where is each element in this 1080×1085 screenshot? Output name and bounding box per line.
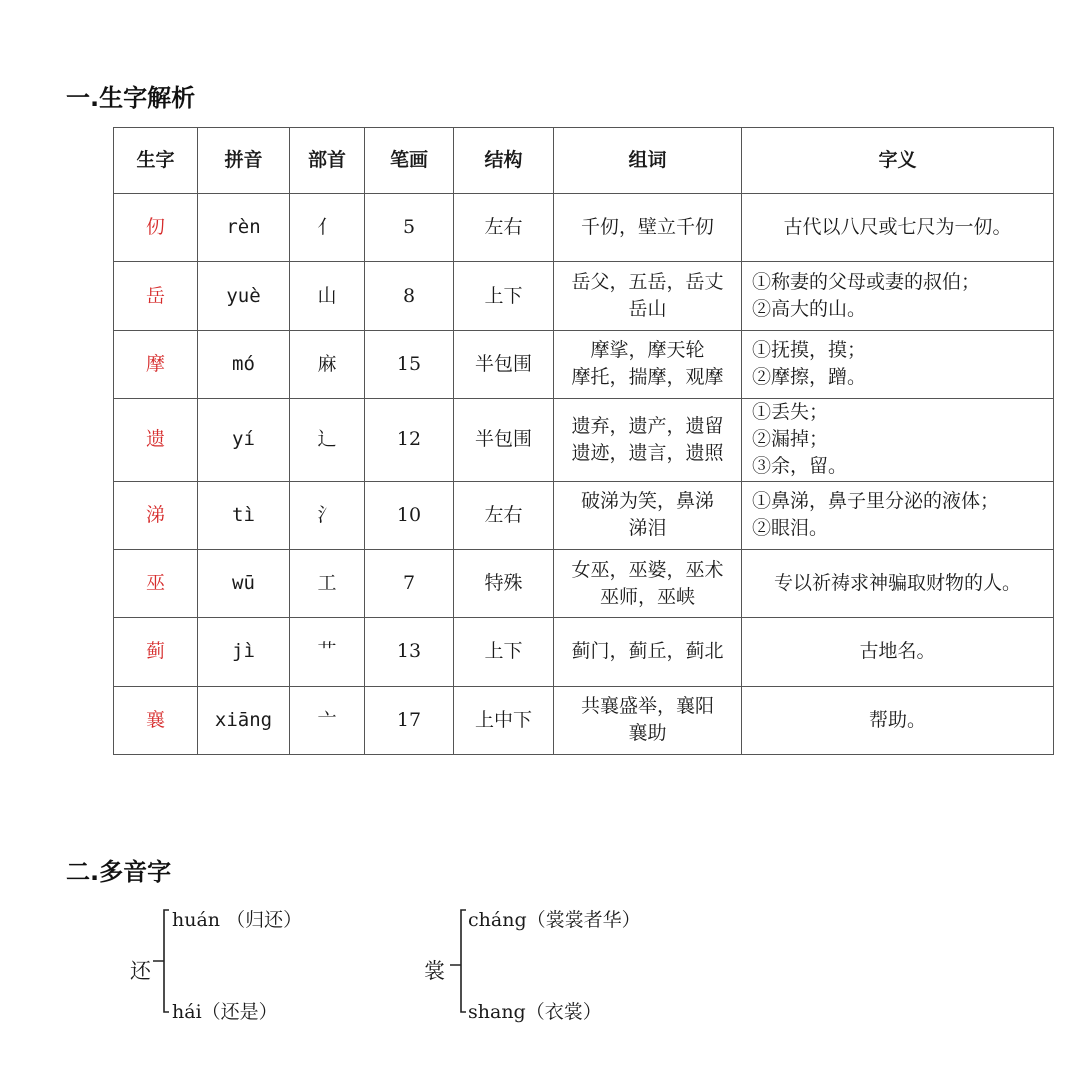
cell-structure-line: 半包围 <box>474 428 532 451</box>
reading-1: huán （归还） <box>172 909 303 931</box>
header-radical: 部首 <box>290 128 365 194</box>
reading-1: cháng（裳裳者华） <box>468 909 641 931</box>
cell-meaning-line: ①鼻涕，鼻子里分泌的液体； <box>752 490 1000 513</box>
header-char: 生字 <box>114 128 198 194</box>
cell-words-line: 遗迹，遗言，遗照 <box>571 441 724 464</box>
cell-char <box>114 618 198 686</box>
cell-strokes <box>365 618 454 686</box>
header-structure: 结构 <box>454 128 554 194</box>
cell-meaning-line: 古地名。 <box>859 640 936 663</box>
table-row <box>114 399 1054 481</box>
cell-strokes <box>365 194 454 262</box>
header-meaning: 字义 <box>742 128 1054 194</box>
cell-structure <box>454 399 554 481</box>
cell-structure-line: 左右 <box>484 216 523 239</box>
cell-meaning-line: ①称妻的父母或妻的叔伯； <box>752 271 981 294</box>
cell-words <box>554 481 742 549</box>
cell-meaning <box>742 618 1054 686</box>
cell-meaning-line: ①丢失； <box>752 401 829 424</box>
cell-words-line: 岳父，五岳，岳丈 <box>571 271 724 294</box>
cell-meaning-line: ③余，留。 <box>752 455 848 478</box>
cell-words-line: 破涕为笑，鼻涕 <box>580 490 714 513</box>
cell-strokes <box>365 686 454 754</box>
cell-meaning-line: 帮助。 <box>868 708 926 731</box>
cell-meaning <box>742 399 1054 481</box>
cell-radical <box>290 330 365 398</box>
cell-pinyin-line: wū <box>232 572 255 595</box>
cell-words-line: 遗弃，遗产，遗留 <box>571 414 724 437</box>
header-strokes: 笔画 <box>365 128 454 194</box>
cell-strokes <box>365 549 454 617</box>
cell-words-line: 蓟门，蓟丘，蓟北 <box>571 640 724 663</box>
section-title-polyphonic: 二.多音字 <box>66 858 172 886</box>
cell-structure <box>454 481 554 549</box>
cell-char-line: 摩 <box>145 352 165 375</box>
cell-radical <box>290 549 365 617</box>
cell-radical-line: 山 <box>317 284 337 307</box>
cell-char <box>114 399 198 481</box>
cell-strokes-line: 10 <box>396 503 422 526</box>
cell-structure <box>454 549 554 617</box>
cell-char-line: 岳 <box>145 284 165 307</box>
cell-meaning-line: ②高大的山。 <box>752 298 867 321</box>
table-row <box>114 686 1054 754</box>
cell-structure-line: 半包围 <box>474 352 532 375</box>
table-row <box>114 194 1054 262</box>
polyphonic-char: 裳 <box>424 959 445 983</box>
cell-radical <box>290 262 365 330</box>
table-row <box>114 330 1054 398</box>
cell-radical-line: 氵 <box>317 503 337 526</box>
cell-strokes <box>365 399 454 481</box>
reading-2: hái（还是） <box>172 1001 278 1023</box>
section-title-characters: 一.生字解析 <box>66 84 196 112</box>
cell-words-line: 千仞，壁立千仞 <box>580 216 714 239</box>
cell-radical-line: 亠 <box>317 708 337 731</box>
cell-char-line: 仞 <box>145 216 165 239</box>
cell-meaning-line: ②摩擦，蹭。 <box>752 366 867 389</box>
cell-structure <box>454 330 554 398</box>
cell-structure-line: 上下 <box>484 640 523 663</box>
cell-char <box>114 686 198 754</box>
polyphonic-group-2 <box>422 900 722 1030</box>
cell-words <box>554 262 742 330</box>
table-row <box>114 481 1054 549</box>
cell-char <box>114 549 198 617</box>
cell-char-line: 巫 <box>145 572 165 595</box>
cell-structure <box>454 618 554 686</box>
cell-meaning-line: ①抚摸，摸； <box>752 339 867 362</box>
cell-words <box>554 686 742 754</box>
cell-strokes-line: 15 <box>396 352 422 375</box>
cell-words-line: 涕泪 <box>628 517 667 540</box>
cell-words-line: 襄助 <box>628 722 667 745</box>
cell-radical-line: 辶 <box>317 428 337 451</box>
cell-meaning <box>742 686 1054 754</box>
cell-pinyin-line: yuè <box>226 284 261 307</box>
cell-words <box>554 194 742 262</box>
polyphonic-group-1 <box>128 900 388 1030</box>
cell-char <box>114 481 198 549</box>
cell-radical <box>290 194 365 262</box>
cell-structure <box>454 686 554 754</box>
cell-meaning-line: ②漏掉； <box>752 428 829 451</box>
cell-pinyin <box>198 686 290 754</box>
cell-meaning <box>742 549 1054 617</box>
cell-radical-line: 工 <box>317 572 337 595</box>
character-table <box>113 127 1054 755</box>
cell-meaning-line: ②眼泪。 <box>752 517 829 540</box>
cell-strokes <box>365 481 454 549</box>
cell-strokes-line: 17 <box>396 708 422 731</box>
cell-structure-line: 特殊 <box>484 572 523 595</box>
cell-structure <box>454 194 554 262</box>
cell-pinyin <box>198 618 290 686</box>
cell-char-line: 蓟 <box>145 640 165 663</box>
cell-pinyin-line: rèn <box>226 216 261 239</box>
cell-words <box>554 549 742 617</box>
cell-meaning <box>742 194 1054 262</box>
table-row <box>114 549 1054 617</box>
cell-pinyin <box>198 330 290 398</box>
cell-structure-line: 上中下 <box>474 708 532 731</box>
cell-structure-line: 上下 <box>484 284 523 307</box>
cell-meaning <box>742 330 1054 398</box>
cell-words <box>554 330 742 398</box>
cell-strokes <box>365 262 454 330</box>
cell-pinyin <box>198 481 290 549</box>
cell-strokes-line: 7 <box>402 572 416 595</box>
cell-words-line: 女巫，巫婆，巫术 <box>571 558 724 581</box>
cell-pinyin-line: yí <box>232 428 255 451</box>
cell-radical <box>290 686 365 754</box>
cell-words-line: 摩挲，摩天轮 <box>590 339 705 362</box>
table-row <box>114 262 1054 330</box>
cell-char <box>114 262 198 330</box>
cell-words-line: 共襄盛举，襄阳 <box>580 695 714 718</box>
table-row <box>114 618 1054 686</box>
cell-meaning <box>742 262 1054 330</box>
cell-pinyin-line: mó <box>232 352 255 375</box>
cell-words <box>554 399 742 481</box>
cell-char <box>114 330 198 398</box>
cell-radical-line: 亻 <box>317 216 337 239</box>
cell-strokes-line: 13 <box>396 640 422 663</box>
cell-pinyin <box>198 399 290 481</box>
cell-radical <box>290 399 365 481</box>
cell-char-line: 涕 <box>145 503 165 526</box>
polyphonic-char: 还 <box>130 959 151 983</box>
cell-strokes-line: 8 <box>402 284 416 307</box>
cell-radical <box>290 481 365 549</box>
cell-pinyin <box>198 549 290 617</box>
cell-meaning <box>742 481 1054 549</box>
cell-strokes-line: 5 <box>402 216 416 239</box>
cell-radical <box>290 618 365 686</box>
cell-meaning-line: 专以祈祷求神骗取财物的人。 <box>773 572 1021 595</box>
cell-strokes <box>365 330 454 398</box>
cell-pinyin-line: tì <box>232 503 255 526</box>
cell-pinyin-line: jì <box>232 640 255 663</box>
cell-pinyin <box>198 194 290 262</box>
cell-structure <box>454 262 554 330</box>
cell-words-line: 摩托，揣摩，观摩 <box>571 366 724 389</box>
header-words: 组词 <box>554 128 742 194</box>
cell-pinyin <box>198 262 290 330</box>
cell-words <box>554 618 742 686</box>
cell-structure-line: 左右 <box>484 503 523 526</box>
cell-radical-line: 艹 <box>317 640 337 663</box>
cell-radical-line: 麻 <box>317 352 337 375</box>
cell-strokes-line: 12 <box>396 428 422 451</box>
cell-char <box>114 194 198 262</box>
cell-meaning-line: 古代以八尺或七尺为一仞。 <box>783 216 1012 239</box>
reading-2: shang（衣裳） <box>468 1001 602 1023</box>
cell-words-line: 岳山 <box>628 298 667 321</box>
cell-char-line: 遗 <box>145 428 165 451</box>
cell-words-line: 巫师，巫峡 <box>599 585 695 608</box>
cell-pinyin-line: xiāng <box>214 708 273 731</box>
table-header-row <box>114 128 1054 194</box>
header-pinyin: 拼音 <box>198 128 290 194</box>
cell-char-line: 襄 <box>145 708 165 731</box>
